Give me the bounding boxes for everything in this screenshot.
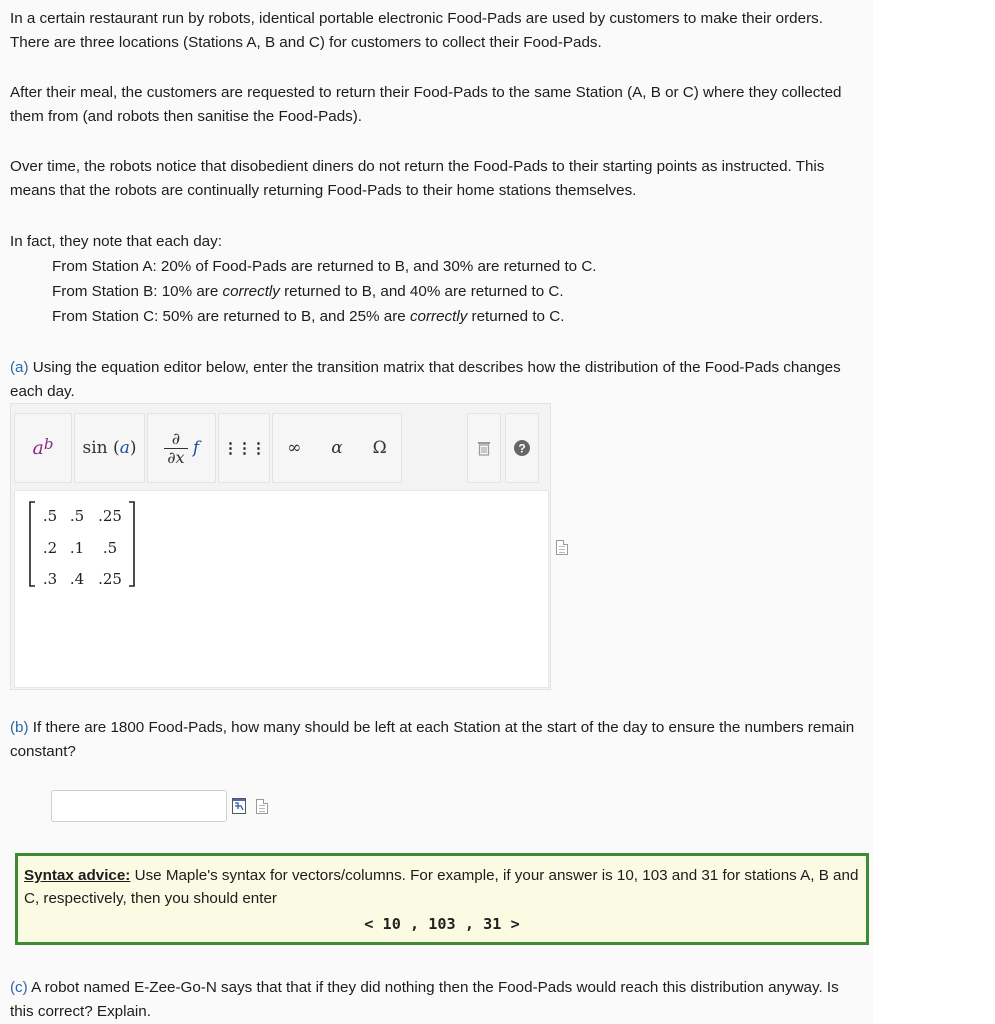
- station-c-text-post: returned to C.: [467, 308, 565, 325]
- matrix-cell-r3c1: .3: [42, 570, 58, 588]
- syntax-advice-title: Syntax advice:: [24, 867, 131, 884]
- partial-numerator: ∂: [171, 428, 180, 448]
- part-a-label: (a): [10, 359, 29, 376]
- syntax-advice-body: Use Maple's syntax for vectors/columns. For example, if your answer is 10, 103 and 31 for stations A, B and C, respectively, then you should enter: [24, 867, 859, 907]
- station-a-rule: [52, 255, 597, 279]
- matrix-icon: ⋮⋮⋮: [223, 439, 265, 457]
- matrix-cell-r1c3: .25: [98, 507, 122, 525]
- part-c-question: [10, 976, 865, 1024]
- syntax-advice-box: [15, 853, 869, 945]
- matrix-button[interactable]: [218, 413, 270, 483]
- part-b-question: [10, 716, 865, 764]
- station-c-emphasis: correctly: [409, 308, 468, 325]
- help-icon: [513, 439, 531, 457]
- syntax-help-document-icon[interactable]: [256, 799, 268, 814]
- equation-input-area[interactable]: [14, 490, 549, 688]
- sin-label: sin: [82, 438, 108, 458]
- help-button[interactable]: [505, 413, 539, 483]
- matrix-cell-r2c1: .2: [42, 539, 58, 557]
- station-c-text-pre: From Station C: 50% are returned to B, and 25% are: [52, 308, 410, 325]
- equation-editor: [10, 403, 551, 690]
- part-c-label: (c): [10, 979, 28, 996]
- infinity-symbol-button[interactable]: ∞: [287, 438, 302, 458]
- omega-symbol-button[interactable]: Ω: [372, 438, 387, 458]
- symbols-button-group: [272, 413, 402, 483]
- matrix-cell-r2c2: .1: [69, 539, 85, 557]
- syntax-example: < 10 , 103 , 31 >: [364, 915, 520, 933]
- part-a-question: [10, 356, 865, 404]
- sin-argument: a: [119, 438, 130, 458]
- clear-button[interactable]: [467, 413, 501, 483]
- intro-paragraph-2: After their meal, the customers are requested to return their Food-Pads to the same Station (A, B or C) where they collected them from (and robots then sanitise the Food-Pads).: [10, 84, 842, 125]
- matrix-cell-r1c2: .5: [69, 507, 85, 525]
- equation-preview-icon[interactable]: [232, 798, 246, 814]
- station-b-text-pre: From Station B: 10% are: [52, 283, 223, 300]
- part-b-text: If there are 1800 Food-Pads, how many should be left at each Station at the start of the day to ensure the numbers remain constant?: [10, 719, 855, 760]
- matrix-cell-r3c2: .4: [69, 570, 85, 588]
- alpha-symbol-button[interactable]: α: [331, 438, 343, 458]
- transition-matrix: [27, 499, 135, 587]
- superscript-exponent: b: [43, 435, 54, 453]
- preview-document-icon[interactable]: [556, 540, 568, 555]
- station-a-text: From Station A: 20% of Food-Pads are returned to B, and 30% are returned to C.: [52, 258, 597, 275]
- partial-function: f: [192, 438, 200, 458]
- matrix-cell-r3c3: .25: [98, 570, 122, 588]
- station-b-rule: [52, 280, 564, 304]
- station-b-text-post: returned to B, and 40% are returned to C.: [279, 283, 564, 300]
- trash-icon: [477, 441, 491, 456]
- superscript-button[interactable]: [14, 413, 72, 483]
- part-a-text: Using the equation editor below, enter the transition matrix that describes how the distribution of the Food-Pads changes each day.: [10, 359, 841, 400]
- matrix-cell-r2c3: .5: [102, 539, 118, 557]
- syntax-advice-text: [24, 864, 860, 910]
- part-b-label: (b): [10, 719, 29, 736]
- function-sin-button[interactable]: sin ( a ): [74, 413, 145, 483]
- superscript-base: a: [32, 437, 44, 459]
- part-c-text: A robot named E-Zee-Go-N says that that if they did nothing then the Food-Pads would reach this distribution anyway. Is this correct? Explain.: [10, 979, 839, 1020]
- station-b-emphasis: correctly: [222, 283, 280, 300]
- intro-paragraph-3: Over time, the robots notice that disobedient diners do not return the Food-Pads to their starting points as instructed. This means that the robots are continually returning Food-Pads to their home stations themselves.: [10, 158, 825, 199]
- intro-paragraph-1: In a certain restaurant run by robots, identical portable electronic Food-Pads are used by customers to make their orders. There are three locations (Stations A, B and C) for customers to collect their Food-Pads.: [10, 10, 823, 51]
- svg-text:?: ?: [518, 441, 526, 456]
- part-b-answer-input[interactable]: [51, 790, 227, 822]
- partial-derivative-button[interactable]: [147, 413, 216, 483]
- station-c-rule: [52, 305, 564, 329]
- matrix-cell-r1c1: .5: [42, 507, 58, 525]
- intro-paragraph-4: In fact, they note that each day:: [10, 233, 222, 250]
- partial-denominator: ∂x: [167, 447, 185, 467]
